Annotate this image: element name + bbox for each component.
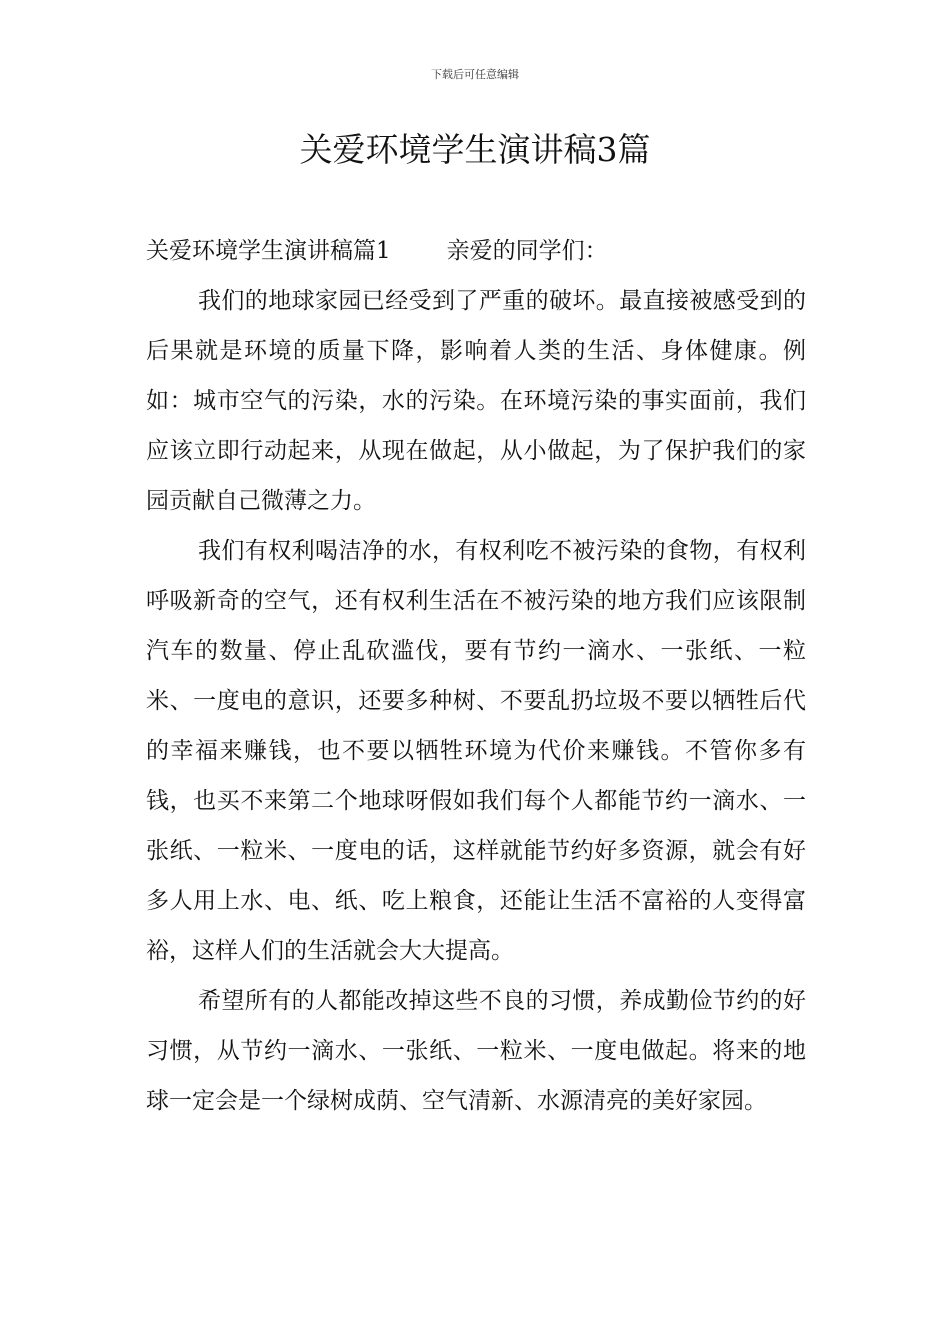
paragraph-1: 我们的地球家园已经受到了严重的破坏。最直接被感受到的后果就是环境的质量下降，影响着人类的生活、身体健康。例如：城市空气的污染，水的污染。在环境污染的事实面前，我们应该立即行动起来，从现在做起，从小做起，为了保护我们的家园贡献自己微薄之力。: [146, 288, 806, 514]
salutation: 亲爱的同学们：: [446, 238, 608, 264]
paragraph-2: 我们有权利喝洁净的水，有权利吃不被污染的食物，有权利呼吸新奇的空气，还有权利生活在不被污染的地方我们应该限制汽车的数量、停止乱砍滥伐，要有节约一滴水、一张纸、一粒米、一度电的意识，还要多种树、不要乱扔垃圾不要以牺牲后代的幸福来赚钱，也不要以牺牲环境为代价来赚钱。不管你多有钱，也买不来第二个地球呀假如我们每个人都能节约一滴水、一张纸、一粒米、一度电的话，这样就能节约好多资源，就会有好多人用上水、电、纸、吃上粮食，还能让生活不富裕的人变得富裕，这样人们的生活就会大大提高。: [146, 538, 806, 964]
paragraph-3: 希望所有的人都能改掉这些不良的习惯，养成勤俭节约的好习惯，从节约一滴水、一张纸、一粒米、一度电做起。将来的地球一定会是一个绿树成荫、空气清新、水源清亮的美好家园。: [146, 988, 806, 1114]
document-body: [146, 226, 806, 1126]
section-heading: 关爱环境学生演讲稿篇1: [146, 238, 391, 264]
opening-line: [146, 226, 806, 276]
document-title: 关爱环境学生演讲稿3篇: [299, 130, 651, 169]
header-note: 下载后可任意编辑: [431, 68, 519, 81]
